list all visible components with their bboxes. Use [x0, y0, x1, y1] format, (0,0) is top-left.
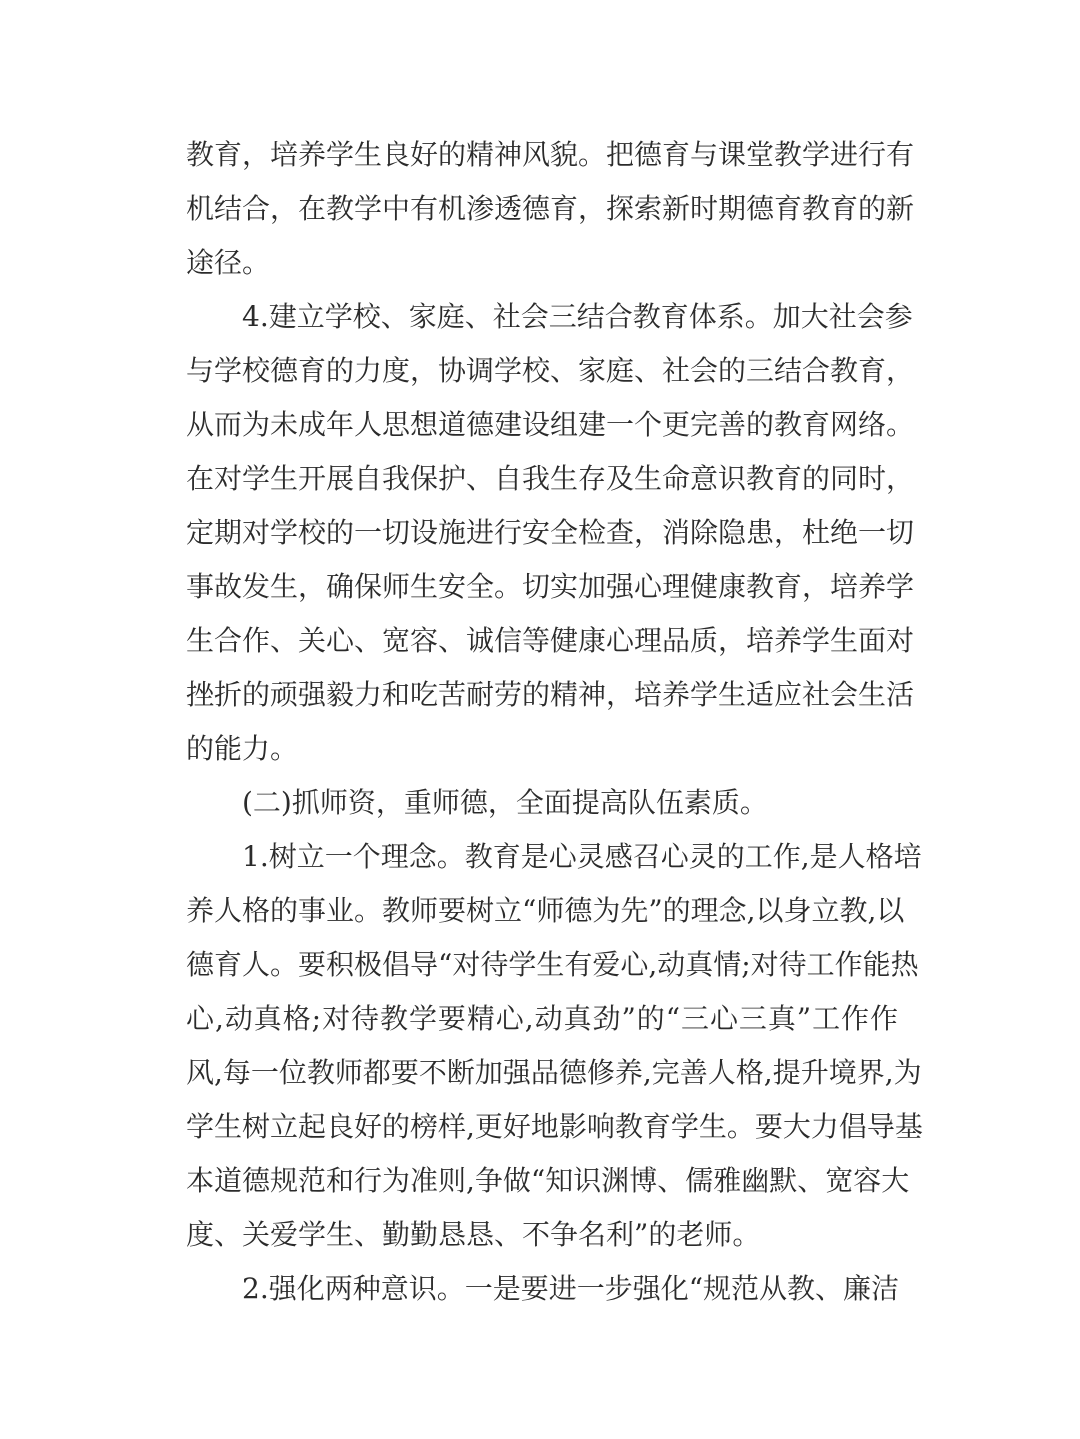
document-body: [186, 128, 923, 1316]
text-line: 4.建立学校、家庭、社会三结合教育体系。加大社会参: [242, 300, 913, 333]
text-line: 从而为未成年人思想道德建设组建一个更完善的教育网络。: [186, 408, 915, 441]
text-line: 养人格的事业。教师要树立“师德为先”的理念,以身立教,以: [186, 894, 905, 927]
text-line: 在对学生开展自我保护、自我生存及生命意识教育的同时，: [186, 462, 915, 495]
text-line: 与学校德育的力度，协调学校、家庭、社会的三结合教育，: [186, 354, 915, 387]
paragraph-item-1: [186, 830, 923, 1262]
text-line: 本道德规范和行为准则,争做“知识渊博、儒雅幽默、宽容大: [186, 1164, 910, 1197]
text-line: 风,每一位教师都要不断加强品德修养,完善人格,提升境界,为: [186, 1056, 922, 1089]
text-line: 1.树立一个理念。教育是心灵感召心灵的工作,是人格培: [242, 840, 922, 873]
text-line: 事故发生，确保师生安全。切实加强心理健康教育，培养学: [186, 570, 915, 603]
paragraph-item-2: [186, 1262, 898, 1316]
text-line: 途径。: [186, 246, 271, 279]
paragraph-moral-education-tail: [186, 128, 915, 290]
text-line: 机结合，在教学中有机渗透德育，探索新时期德育教育的新: [186, 192, 915, 225]
text-line: 学生树立起良好的榜样,更好地影响教育学生。要大力倡导基: [186, 1110, 923, 1143]
text-line: 挫折的顽强毅力和吃苦耐劳的精神，培养学生适应社会生活: [186, 678, 915, 711]
text-line: 德育人。要积极倡导“对待学生有爱心,动真情;对待工作能热: [186, 948, 919, 981]
text-line: 度、关爱学生、勤勤恳恳、不争名利”的老师。: [186, 1218, 761, 1251]
text-line: 定期对学校的一切设施进行安全检查，消除隐患，杜绝一切: [186, 516, 915, 549]
paragraph-item-4: [186, 290, 915, 776]
text-line: 的能力。: [186, 732, 299, 765]
text-line: 生合作、关心、宽容、诚信等健康心理品质，培养学生面对: [186, 624, 915, 657]
text-line: 2.强化两种意识。一是要进一步强化“规范从教、廉洁: [242, 1272, 900, 1305]
text-line: 教育，培养学生良好的精神风貌。把德育与课堂教学进行有: [186, 138, 915, 171]
section-heading-teachers: [186, 776, 898, 830]
text-line: 心,动真格;对待教学要精心,动真劲”的“三心三真”工作作: [186, 1002, 898, 1035]
text-line: (二)抓师资，重师德，全面提高队伍素质。: [242, 786, 768, 819]
